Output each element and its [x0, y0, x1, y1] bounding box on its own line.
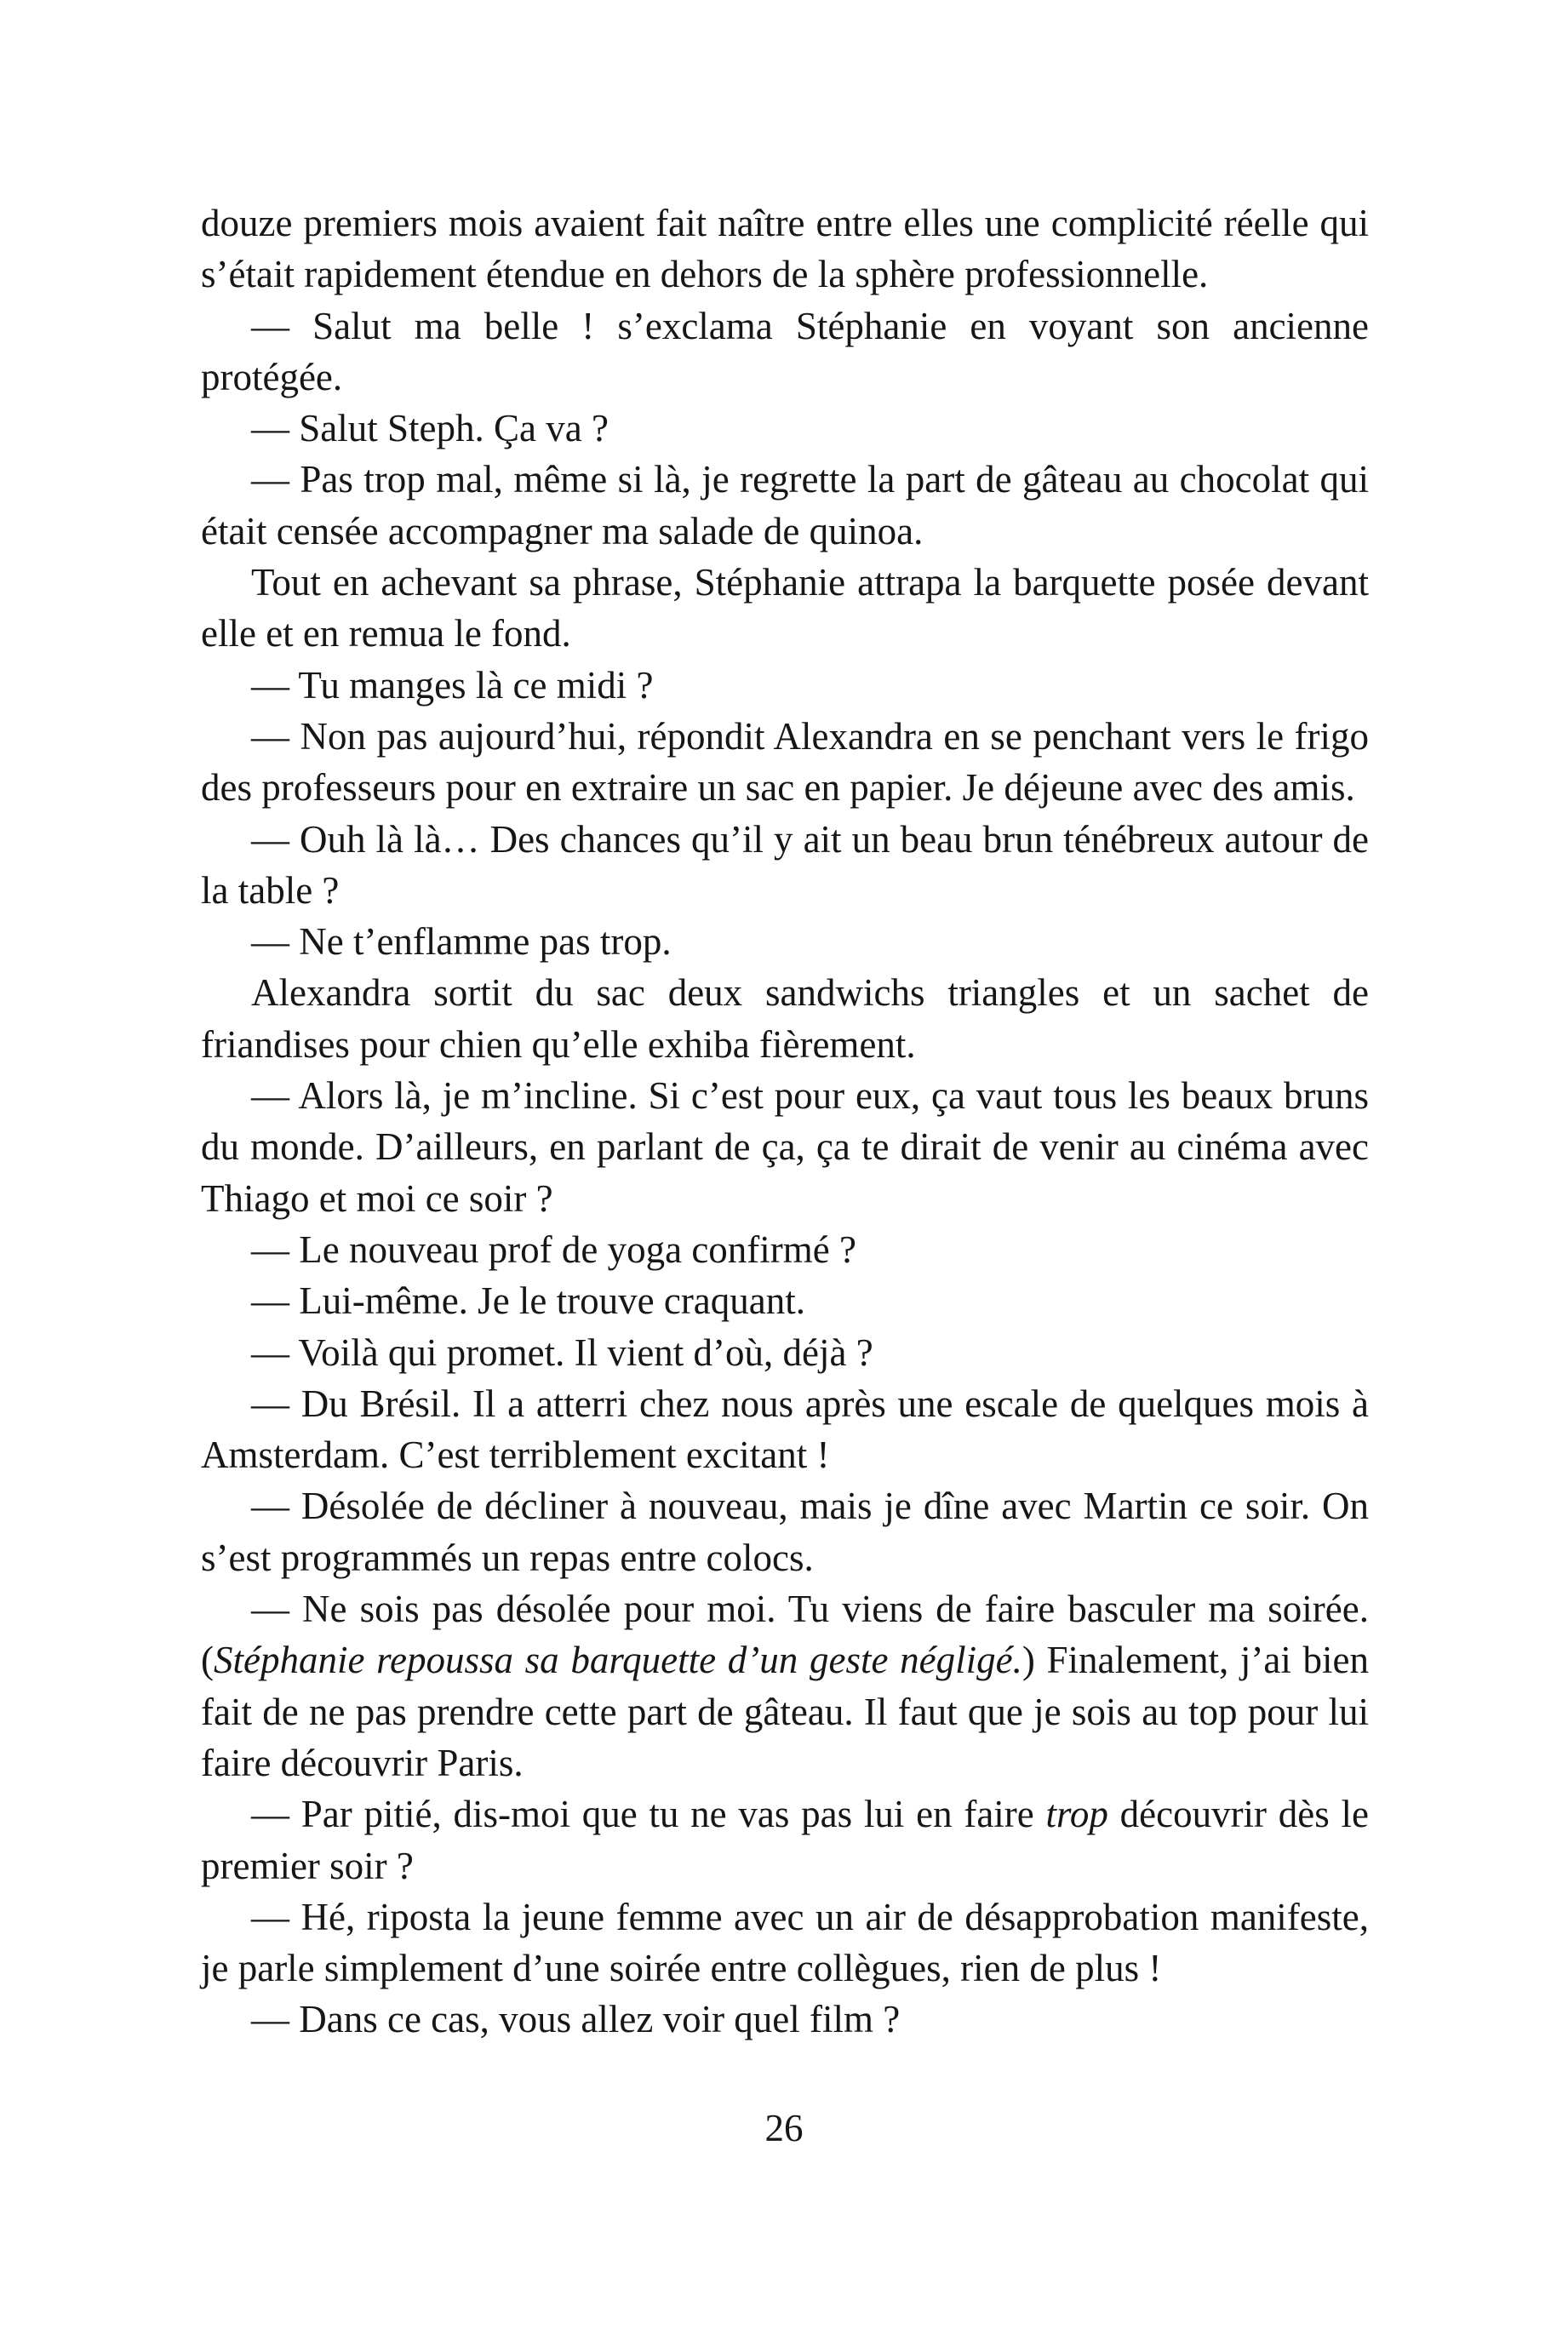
- paragraph-17: [201, 1583, 1369, 1788]
- body-text: [201, 197, 1369, 2046]
- paragraph-6: — Tu manges là ce midi ?: [251, 663, 654, 707]
- paragraph-19: — Hé, riposta la jeune femme avec un air de désapprobation manifeste, je parle simplement d’une soirée entre collègues, rien de plus !: [201, 1895, 1369, 1990]
- paragraph-17-before: — Ne sois pas désolée pour moi. Tu viens de faire basculer ma soirée. (: [201, 1588, 1369, 1682]
- paragraph-4: — Pas trop mal, même si là, je regrette la part de gâteau au chocolat qui était censée accompagner ma salade de quinoa.: [201, 458, 1369, 552]
- paragraph-12: — Le nouveau prof de yoga confirmé ?: [251, 1228, 856, 1271]
- paragraph-18-before: — Par pitié, dis-moi que tu ne vas pas lui en faire: [251, 1793, 1046, 1836]
- paragraph-17-after: ) Finalement, j’ai bien fait de ne pas prendre cette part de gâteau. Il faut que je sois au top pour lui faire découvrir Paris.: [201, 1639, 1369, 1784]
- paragraph-14: — Voilà qui promet. Il vient d’où, déjà ?: [251, 1331, 873, 1374]
- paragraph-8: — Ouh là là… Des chances qu’il y ait un beau brun ténébreux autour de la table ?: [201, 817, 1369, 912]
- paragraph-1: douze premiers mois avaient fait naître entre elles une complicité réelle qui s’était rapidement étendue en dehors de la sphère professionnelle.: [201, 202, 1369, 296]
- paragraph-3: — Salut Steph. Ça va ?: [251, 407, 609, 450]
- paragraph-18-italic-word: trop: [1045, 1793, 1108, 1836]
- paragraph-18: [201, 1788, 1369, 1891]
- page-number: 26: [764, 2107, 804, 2149]
- paragraph-10: Alexandra sortit du sac deux sandwichs triangles et un sachet de friandises pour chien qu’elle exhiba fièrement.: [201, 971, 1369, 1066]
- paragraph-2: — Salut ma belle ! s’exclama Stéphanie en voyant son ancienne protégée.: [201, 304, 1369, 398]
- paragraph-15: — Du Brésil. Il a atterri chez nous après une escale de quelques mois à Amsterdam. C’est terriblement excitant !: [201, 1382, 1369, 1477]
- paragraph-20: — Dans ce cas, vous allez voir quel film ?: [251, 1998, 901, 2041]
- paragraph-11: — Alors là, je m’incline. Si c’est pour eux, ça vaut tous les beaux bruns du monde. D’ailleurs, en parlant de ça, ça te dirait de venir au cinéma avec Thiago et moi ce soir ?: [201, 1074, 1369, 1220]
- paragraph-13: — Lui-même. Je le trouve craquant.: [251, 1279, 806, 1323]
- paragraph-9: — Ne t’enflamme pas trop.: [251, 920, 672, 964]
- paragraph-5: Tout en achevant sa phrase, Stéphanie attrapa la barquette posée devant elle et en remua le fond.: [201, 561, 1369, 655]
- paragraph-16: — Désolée de décliner à nouveau, mais je dîne avec Martin ce soir. On s’est programmés un repas entre colocs.: [201, 1485, 1369, 1579]
- paragraph-7: — Non pas aujourd’hui, répondit Alexandra en se penchant vers le frigo des professeurs pour en extraire un sac en papier. Je déjeune avec des amis.: [201, 714, 1369, 810]
- paragraph-18-after: découvrir dès le premier soir ?: [201, 1793, 1369, 1887]
- paragraph-17-italic-aside: Stéphanie repoussa sa barquette d’un geste négligé.: [214, 1639, 1022, 1682]
